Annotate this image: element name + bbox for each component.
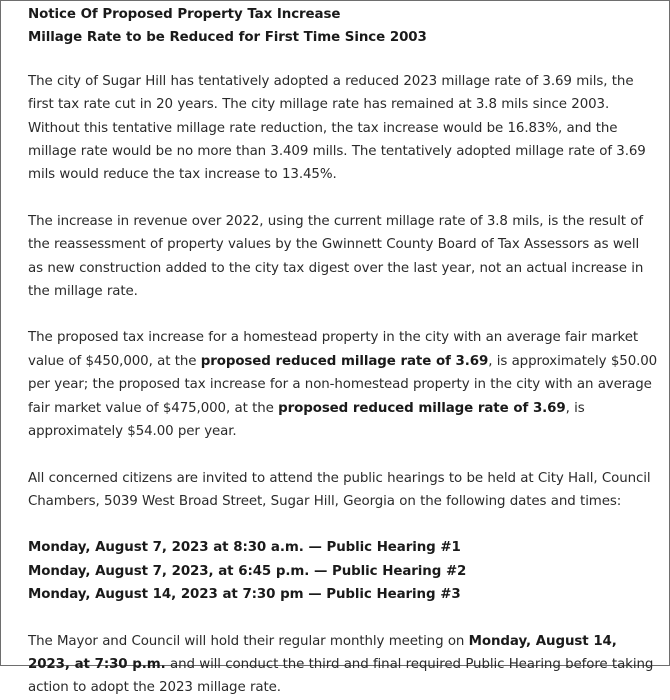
tax-impact-bold-1: proposed reduced millage rate of 3.69 xyxy=(200,353,489,369)
hearing-item-2: Monday, August 7, 2023, at 6:45 p.m. — Public Hearing #2 xyxy=(28,563,467,579)
tax-impact-bold-2: proposed reduced millage rate of 3.69 xyxy=(278,400,566,416)
notice-title: Notice Of Proposed Property Tax Increase xyxy=(28,7,341,22)
notice-subtitle: Millage Rate to be Reduced for First Time Since 2003 xyxy=(28,30,427,46)
tax-impact-text-2: , is approximately $50.00 per year; the proposed tax increase for a non-homestead property in the city with an average fair market value of $475,000, at the xyxy=(28,353,658,416)
paragraph-tax-impact xyxy=(28,326,658,443)
paragraph-council-meeting xyxy=(28,630,658,700)
paragraph-revenue: The increase in revenue over 2022, using the current millage rate of 3.8 mils, is the result of the reassessment of property values by the Gwinnett County Board of Tax Assessors as well as new construction added to the city tax digest over the last year, not an actual increase in the millage rate. xyxy=(28,213,644,300)
council-text-2: and will conduct the third and final required Public Hearing before taking action to adopt the 2023 millage rate. xyxy=(28,656,654,696)
notice-document xyxy=(28,3,658,700)
paragraph-millage-rate: The city of Sugar Hill has tentatively adopted a reduced 2023 millage rate of 3.69 mils, the first tax rate cut in 20 years. The city millage rate has remained at 3.8 mils since 2003. Without this tentative millage rate reduction, the tax increase would be 16.83%, and the millage rate would be no more than 3.409 mills. The tentatively adopted millage rate of 3.69 mils would reduce the tax increase to 13.45%. xyxy=(28,73,646,183)
tax-impact-text-1: The proposed tax increase for a homestead property in the city with an average fair market value of $450,000, at the xyxy=(28,330,638,369)
paragraph-invitation: All concerned citizens are invited to attend the public hearings to be held at City Hall, Council Chambers, 5039 West Broad Street, Sugar Hill, Georgia on the following dates and times: xyxy=(28,470,651,509)
tax-impact-text-3: , is approximately $54.00 per year. xyxy=(28,400,585,440)
hearing-item-1: Monday, August 7, 2023 at 8:30 a.m. — Public Hearing #1 xyxy=(28,540,461,556)
hearing-item-3: Monday, August 14, 2023 at 7:30 pm — Public Hearing #3 xyxy=(28,587,461,603)
council-bold-1: Monday, August 14, 2023, at 7:30 p.m. xyxy=(28,633,617,672)
council-text-1: The Mayor and Council will hold their regular monthly meeting on xyxy=(28,633,469,649)
